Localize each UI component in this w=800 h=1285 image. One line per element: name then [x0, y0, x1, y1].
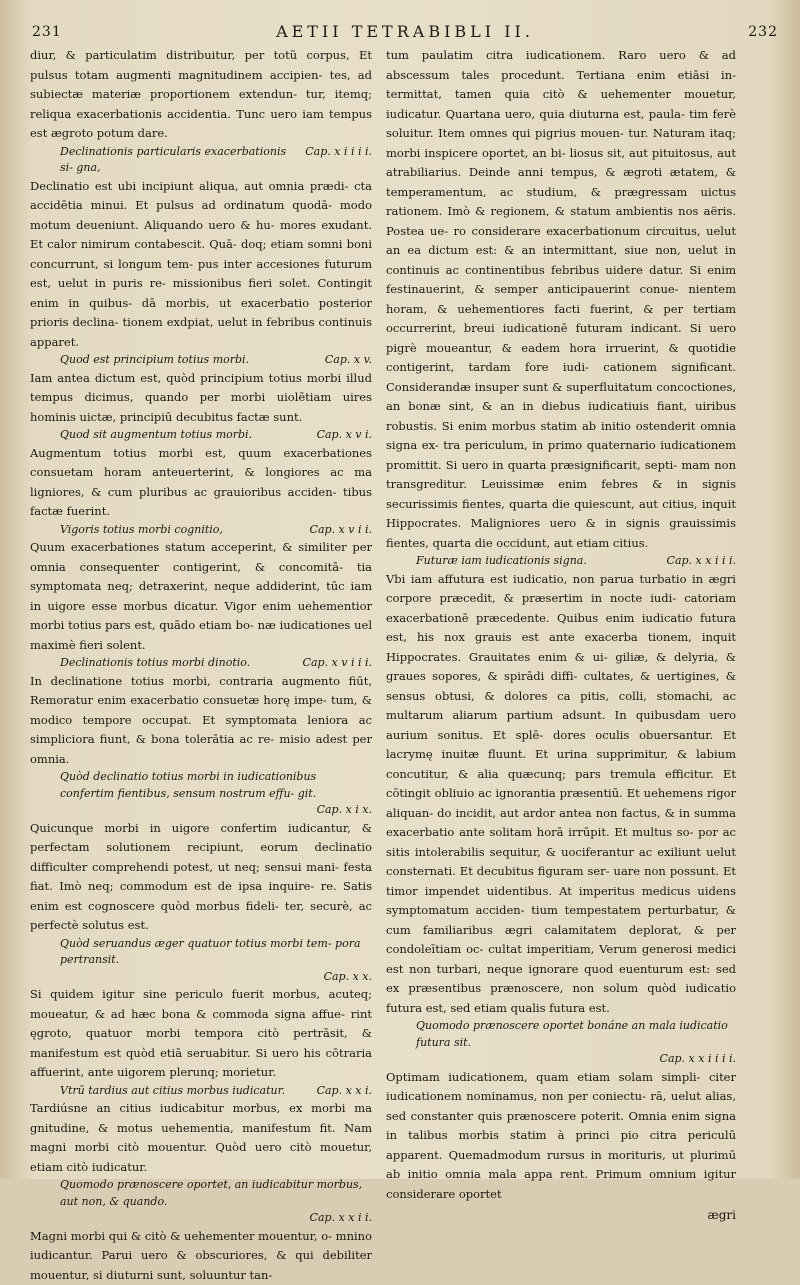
chapter-heading	[30, 769, 372, 819]
chapter-number: Cap. x v i.	[317, 427, 372, 444]
chapter-number: Cap. x v i i.	[310, 522, 372, 539]
chapter-heading	[386, 553, 736, 570]
chapter-heading	[30, 144, 372, 177]
chapter-heading	[386, 1018, 736, 1068]
chapter-number: Cap. x i x.	[30, 802, 372, 819]
body-paragraph: diur, & particulatim distribuitur, per totũ corpus, Et pulsus totam augmenti magnitudinem accipien- tes, ad subiectæ materiæ proportionem extendun- tur, itemq; reliqua exacerbationis accidentia. Tunc uero iam tempus est ægroto potum dare.	[30, 46, 372, 144]
chapter-title: Quomodo prænoscere oportet, an iudicabitur morbus, aut non, & quando.	[30, 1177, 372, 1210]
chapter-title: Vtrū tardius aut citius morbus iudicatur.	[60, 1083, 285, 1100]
right-page-number: 232	[748, 24, 778, 40]
chapter-title: Quòd declinatio totius morbi in iudicationibus confertim fientibus, sensum nostrum effu- git.	[30, 769, 372, 802]
running-header	[32, 20, 778, 46]
body-paragraph: Quum exacerbationes statum acceperint, & similiter per omnia consequenter contigerint, & concomitā- tia symptomata neq; detraxerint, neque addiderint, tūc iam in uigore esse morbus dicatur. Vigor enim uehementior morbi totius pars est, quādo etiam bo- næ iudicationes uel maximè fieri solent.	[30, 538, 372, 655]
chapter-heading	[30, 1083, 372, 1100]
body-paragraph: Iam antea dictum est, quòd principium totius morbi illud tempus dicimus, quando per morbi uiolētiam uires hominis uictæ, principiū decubitus factæ sunt.	[30, 369, 372, 428]
chapter-heading	[30, 936, 372, 986]
body-paragraph: Si quidem igitur sine periculo fuerit morbus, acuteq; moueatur, & ad hæc bona & commoda signa affue- rint ęgroto, quatuor morbi tempora citò pertrāsit, & manifestum est quòd etiā seruabitur. Si uero his cōtraria affuerint, ante uigorem plerunq; morietur.	[30, 985, 372, 1083]
body-paragraph: Declinatio est ubi incipiunt aliqua, aut omnia prædi- cta accidētia minui. Et pulsus ad ordinatum quodā- modo motum deueniunt. Aliquando uero & hu- mores exudant. Et calor nimirum contabescit. Quā- doq; etiam somni boni concurrunt, si longum tem- pus inter accesiones futurum est, uelut in puris re- missionibus fieri solet. Contingit enim in quibus- dā morbis, ut exacerbatio posterior prioris declina- tionem exdpiat, uelut in febribus continuis apparet.	[30, 177, 372, 353]
chapter-number: Cap. x x.	[30, 969, 372, 986]
chapter-heading	[30, 655, 372, 672]
chapter-number: Cap. x x i i i i.	[386, 1051, 736, 1068]
chapter-title: Declinationis totius morbi dinotio.	[60, 655, 250, 672]
body-paragraph: Optimam iudicationem, quam etiam solam simpli- citer iudicationem nominamus, non per coniectu- rā, uelut alias, sed constanter quis prænoscere poterit. Omnia enim signa in talibus morbis statim à princi pio citra periculū apparent. Quemadmodum rursus in morituris, ut plurimū ab initio omnia mala appa rent. Primum omnium igitur considerare oportet	[386, 1068, 736, 1205]
chapter-title: Declinationis particularis exacerbationis si- gna,	[60, 144, 297, 177]
left-text-column	[30, 46, 372, 1165]
body-paragraph: Vbi iam affutura est iudicatio, non parua turbatio in ægri corpore præcedit, & præsertim in nocte iudi- catoriam exacerbationē præcedente. Quibus enim iudicatio futura est, his nox grauis est ante exacerba tionem, inquit Hippocrates. Grauitates enim & ui- giliæ, & delyria, & graues sopores, & spirādi diffi- cultates, & uertigines, & sensus obtusi, & dolores ca pitis, colli, stomachi, ac multarum aliarum partium adsunt. In quibusdam uero aurium sonitus. Et splē- dores oculis obuersantur. Et lacrymę inuitæ fluunt. Et urina supprimitur, & labium concutitur, & alia quæcunq; pars tremula efficitur. Et cōtingit obliuio ac ignorantia præsentiū. Et uehemens rigor aliquan- do incidit, aut ardor antea non factus, & in summa exacerbatio ante solitam horā irrūpit. Et multus so- por ac sitis intolerabilis sequitur, & uociferantur ac exiliunt uelut consternati. Et decubitus figuram ser- uare non possunt. Et timor impendet uidentibus. At imperitus medicus uidens symptomatum acciden- tium tempestatem perturbatur, & cum familiaribus ægri calamitatem deplorat, & per condoleītiam oc- cultat imperitiam, Verum generosi medici est non turbari, neque ignorare quod euenturum est: sed ex præsentibus prænoscere, non solum quòd iudicatio futura est, sed etiam qualis futura est.	[386, 570, 736, 1019]
chapter-number: Cap. x v i i i.	[303, 655, 372, 672]
chapter-heading	[30, 427, 372, 444]
chapter-title: Quomodo prænoscere oportet bonáne an mala iudicatio futura sit.	[386, 1018, 736, 1051]
body-paragraph: Augmentum totius morbi est, quum exacerbationes consuetam horam anteuerterint, & longiores ac ma ligniores, & cum pluribus ac grauioribus acciden- tibus factæ fuerint.	[30, 444, 372, 522]
chapter-heading	[30, 352, 372, 369]
chapter-title: Quod est principium totius morbi.	[60, 352, 249, 369]
body-paragraph: Magni morbi qui & citò & uehementer mouentur, o- mnino iudicantur. Parui uero & obscuriores, & qui debiliter mouentur, si diuturni sunt, soluuntur tan-	[30, 1227, 372, 1285]
right-text-column	[386, 46, 736, 1165]
body-paragraph: tum paulatim citra iudicationem. Raro uero & ad abscessum tales procedunt. Tertiana enim etiāsi in- termittat, tamen quia citò & uehementer mouetur, iudicatur. Quartana uero, quia diuturna est, paula- tim ferè soluitur. Item omnes qui pigrius mouen- tur. Naturam itaq; morbi inspicere oportet, an bi- liosus sit, aut pituitosus, aut atrabiliarius. Deinde anni tempus, & ægroti ætatem, & temperamentum, ac studium, & prægressam uictus rationem. Imò & regionem, & statum ambientis nos aëris. Postea ue- ro considerare exacerbationum circuitus, uelut an ea dictum est: & an intermittant, siue non, uelut in continuis ac continentibus febribus uidere datur. Si enim festinauerint, & semper anticipauerint conue- nientem horam, & uehementiores facti fuerint, & per tertiam occurrerint, breui iudicationē futuram indicant. Si uero pigrè moueantur, & eadem hora irruerint, & quotidie contigerint, tardam fore iudi- cationem significant. Considerandæ insuper sunt & superfluitatum concoctiones, an bonæ sint, & an in diebus iudicatiuis fiant, uiribus robustis. Si enim morbus statim ab initio ostenderit omnia signa ex- tra periculum, in primo quaternario iudicationem promittit. Si uero in quarta præsignificarit, septi- mam non transgreditur. Leuissimæ enim febres & in signis securissimis fientes, quarta die quiescunt, aut citius, inquit Hippocrates. Maligniores uero & in signis grauissimis fientes, quarta die occidunt, aut etiam citius.	[386, 46, 736, 553]
body-paragraph: Tardiúsne an citius iudicabitur morbus, ex morbi ma gnitudine, & motus uehementia, manifestum fit. Nam magni morbi citò mouentur. Quòd uero citò mouetur, etiam citò iudicatur.	[30, 1099, 372, 1177]
chapter-title: Quod sit augmentum totius morbi.	[60, 427, 252, 444]
chapter-number: Cap. x i i i i.	[305, 144, 372, 177]
chapter-number: Cap. x x i i i.	[667, 553, 736, 570]
catchword: ægri	[386, 1206, 736, 1226]
body-paragraph: Quicunque morbi in uigore confertim iudicantur, & perfectam solutionem recipiunt, eorum declinatio difficulter comprehendi potest, ut neq; sensui mani- festa fiat. Imò neq; commodum est de ipsa inquire- re. Satis enim est cognoscere quòd morbus fideli- ter, securè, ac perfectè solutus est.	[30, 819, 372, 936]
chapter-number: Cap. x x i i.	[30, 1210, 372, 1227]
chapter-heading	[30, 1177, 372, 1227]
chapter-title: Quòd seruandus æger quatuor totius morbi tem- pora pertransit.	[30, 936, 372, 969]
left-page-number: 231	[32, 24, 62, 40]
running-title: AETII TETRABIBLI II.	[32, 22, 778, 41]
chapter-number: Cap. x v.	[325, 352, 372, 369]
chapter-number: Cap. x x i.	[317, 1083, 372, 1100]
chapter-title: Futuræ iam iudicationis signa.	[416, 553, 587, 570]
chapter-title: Vigoris totius morbi cognitio,	[60, 522, 223, 539]
body-paragraph: In declinatione totius morbi, contraria augmento fiūt, Remoratur enim exacerbatio consuetæ horę impe- tum, & modico tempore occupat. Et symptomata leniora ac simpliciora fiunt, & bona tolerātia ac re- misio adest per omnia.	[30, 672, 372, 770]
chapter-heading	[30, 522, 372, 539]
